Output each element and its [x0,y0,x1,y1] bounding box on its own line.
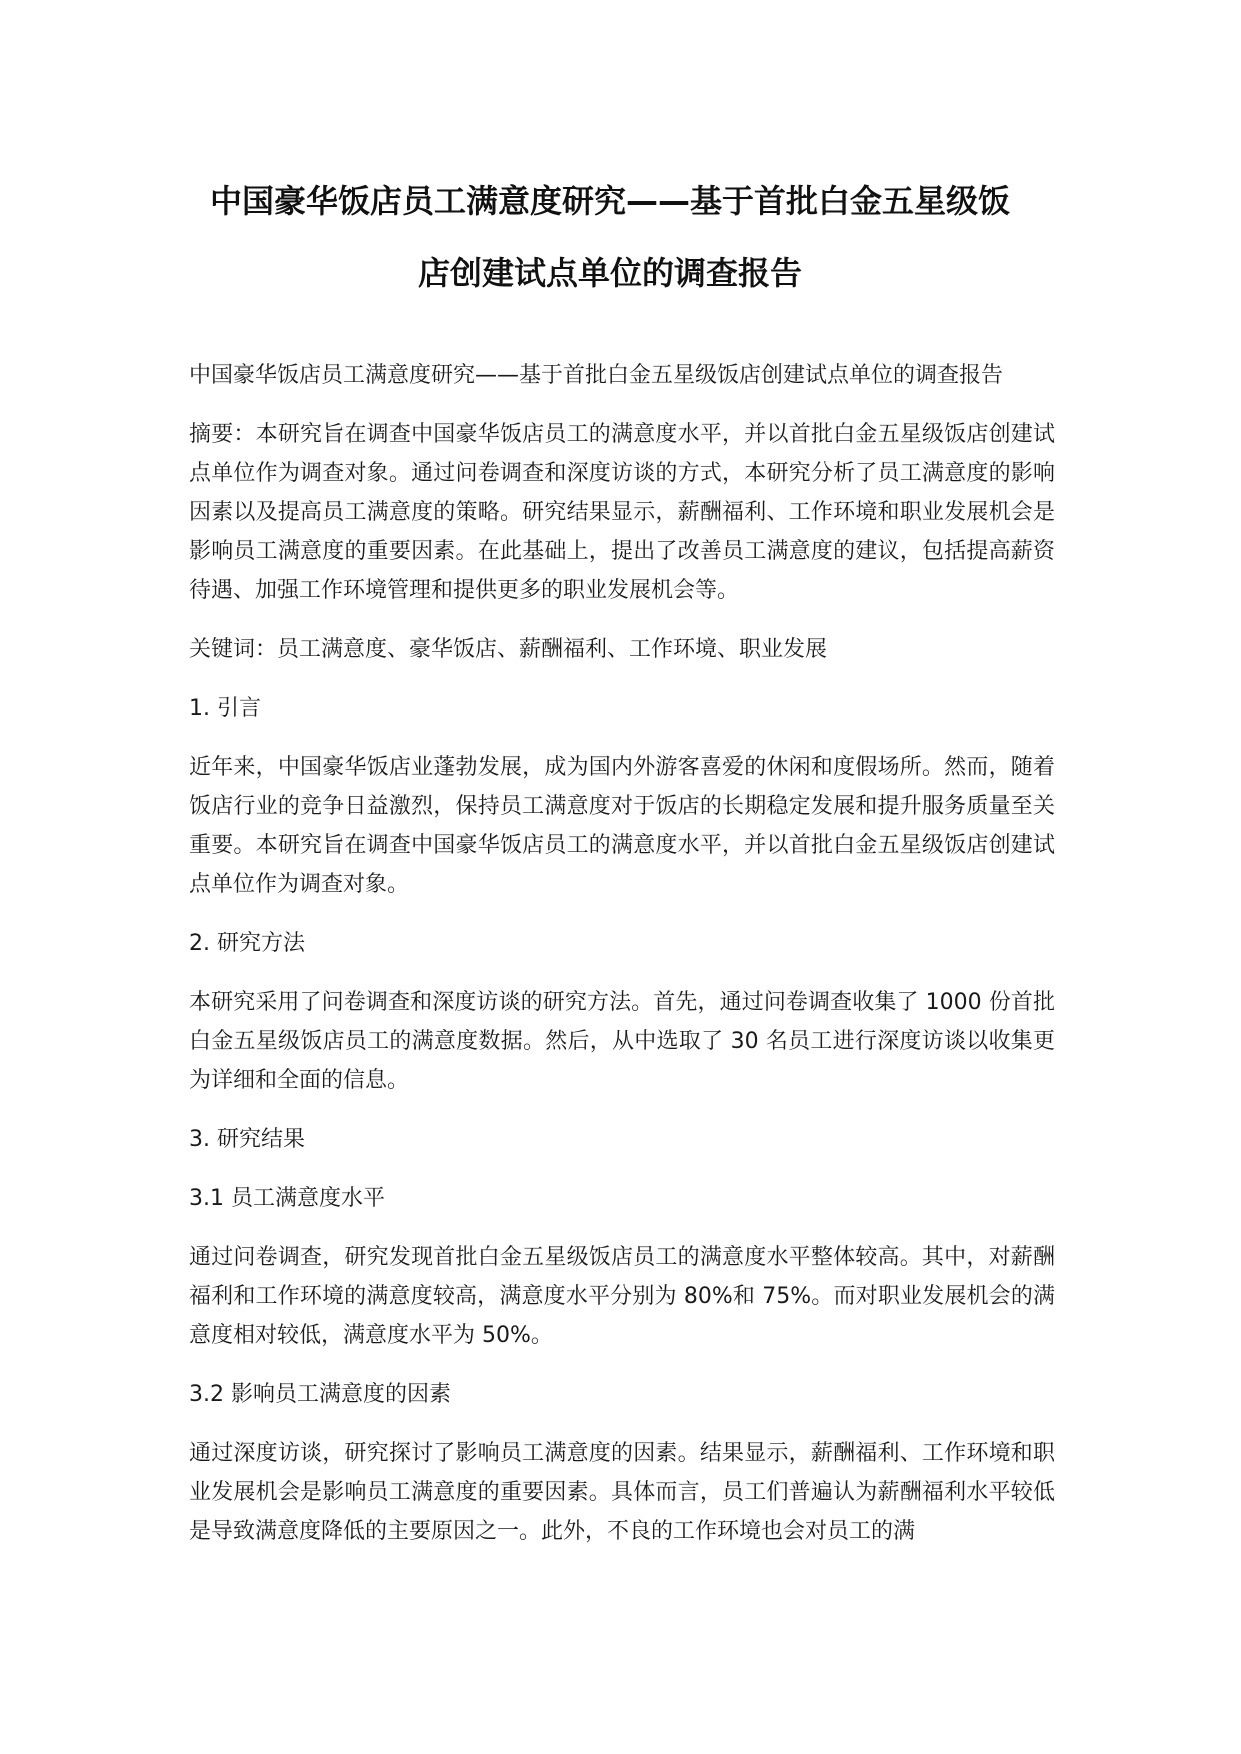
section-heading-introduction: 1. 引言 [189,696,261,721]
abstract-paragraph: 摘要：本研究旨在调查中国豪华饭店员工的满意度水平，并以首批白金五星级饭店创建试点单位作为调查对象。通过问卷调查和深度访谈的方式，本研究分析了员工满意度的影响因素以及提高员工满意度的策略。研究结果显示，薪酬福利、工作环境和职业发展机会是影响员工满意度的重要因素。在此基础上，提出了改善员工满意度的建议，包括提高薪资待遇、加强工作环境管理和提供更多的职业发展机会等。 [189,422,1055,603]
subsection-heading-satisfaction-level: 3.1 员工满意度水平 [189,1186,385,1211]
section-heading-methods: 2. 研究方法 [189,931,305,956]
factors-paragraph: 通过深度访谈，研究探讨了影响员工满意度的因素。结果显示，薪酬福利、工作环境和职业发展机会是影响员工满意度的重要因素。具体而言，员工们普遍认为薪酬福利水平较低是导致满意度降低的主要原因之一。此外，不良的工作环境也会对员工的满 [189,1441,1055,1544]
satisfaction-level-paragraph: 通过问卷调查，研究发现首批白金五星级饭店员工的满意度水平整体较高。其中，对薪酬福利和工作环境的满意度较高，满意度水平分别为 80%和 75%。而对职业发展机会的满意度相对较低，满意度水平为 50%。 [189,1245,1055,1348]
title-line-1: 中国豪华饭店员工满意度研究——基于首批白金五星级饭 [209,182,1010,220]
document-body [189,356,1055,1571]
introduction-paragraph: 近年来，中国豪华饭店业蓬勃发展，成为国内外游客喜爱的休闲和度假场所。然而，随着饭店行业的竞争日益激烈，保持员工满意度对于饭店的长期稳定发展和提升服务质量至关重要。本研究旨在调查中国豪华饭店员工的满意度水平，并以首批白金五星级饭店创建试点单位作为调查对象。 [189,755,1055,897]
document-title [180,165,1040,309]
title-line-2: 店创建试点单位的调查报告 [417,254,802,292]
subsection-heading-factors: 3.2 影响员工满意度的因素 [189,1382,451,1407]
subtitle-paragraph: 中国豪华饭店员工满意度研究——基于首批白金五星级饭店创建试点单位的调查报告 [189,363,1004,388]
section-heading-results: 3. 研究结果 [189,1127,305,1152]
methods-paragraph: 本研究采用了问卷调查和深度访谈的研究方法。首先，通过问卷调查收集了 1000 份首批白金五星级饭店员工的满意度数据。然后，从中选取了 30 名员工进行深度访谈以收集更为详细和全面的信息。 [189,990,1055,1093]
keywords-paragraph: 关键词：员工满意度、豪华饭店、薪酬福利、工作环境、职业发展 [189,637,828,662]
